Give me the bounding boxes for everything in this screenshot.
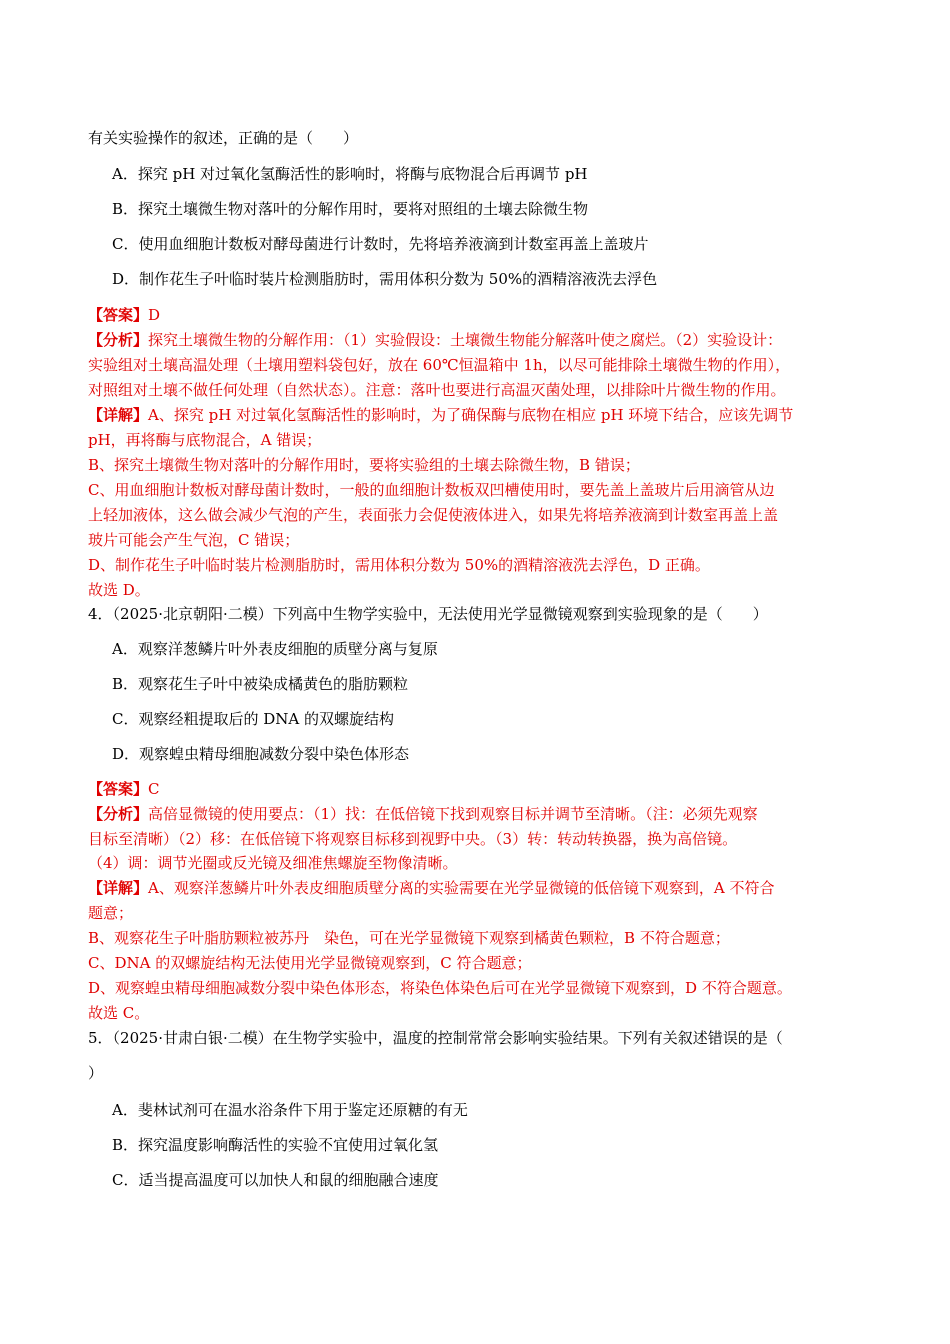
answer-tag: 【答案】 — [88, 306, 149, 324]
analysis-tag: 【分析】 — [88, 805, 149, 823]
analysis-text: 高倍显微镜的使用要点：（1）找：在低倍镜下找到观察目标并调节至清晰。（注：必须先观察 — [148, 805, 758, 823]
q3-detail-line — [88, 405, 793, 425]
q4-analysis-line: （4）调：调节光圈或反光镜及细准焦螺旋至物像清晰。 — [88, 854, 458, 872]
q3-analysis-line: 实验组对土壤高温处理（土壤用塑料袋包好，放在 60℃恒温箱中 1h，以尽可能排除土壤微生物的作用）， — [88, 356, 791, 374]
q5-option-a: A．斐林试剂可在温水浴条件下用于鉴定还原糖的有无 — [112, 1101, 468, 1119]
q3-detail-line: 玻片可能会产生气泡，C 错误； — [88, 531, 300, 549]
q5-option-c: C．适当提高温度可以加快人和鼠的细胞融合速度 — [112, 1171, 439, 1189]
q3-conclusion: 故选 D。 — [88, 581, 150, 599]
q4-option-c: C．观察经粗提取后的 DNA 的双螺旋结构 — [112, 710, 394, 728]
q3-option-a: A．探究 pH 对过氧化氢酶活性的影响时，将酶与底物混合后再调节 pH — [112, 165, 588, 183]
q3-analysis-line — [88, 330, 782, 350]
q3-option-c: C．使用血细胞计数板对酵母菌进行计数时，先将培养液滴到计数室再盖上盖玻片 — [112, 235, 649, 253]
q3-option-b: B．探究土壤微生物对落叶的分解作用时，要将对照组的土壤去除微生物 — [112, 200, 589, 218]
q4-option-a: A．观察洋葱鳞片叶外表皮细胞的质壁分离与复原 — [112, 640, 438, 658]
q5-option-b: B．探究温度影响酶活性的实验不宜使用过氧化氢 — [112, 1136, 439, 1154]
q3-option-d: D．制作花生子叶临时装片检测脂肪时，需用体积分数为 50%的酒精溶液洗去浮色 — [112, 270, 658, 288]
q5-stem-cont: ） — [88, 1064, 104, 1082]
q4-analysis-line: 目标至清晰）（2）移：在低倍镜下将观察目标移到视野中央。（3）转：转动转换器，换为高倍镜。 — [88, 830, 738, 848]
analysis-tag: 【分析】 — [88, 331, 149, 349]
q3-analysis-line: 对照组对土壤不做任何处理（自然状态）。注意：落叶也要进行高温灭菌处理，以排除叶片微生物的作用。 — [88, 381, 786, 399]
q4-detail-line: C、DNA 的双螺旋结构无法使用光学显微镜观察到，C 符合题意； — [88, 954, 532, 972]
q4-detail-line: B、观察花生子叶脂肪颗粒被苏丹 染色，可在光学显微镜下观察到橘黄色颗粒，B 不符合题意； — [88, 929, 730, 947]
q4-answer — [88, 779, 160, 799]
answer-value: C — [148, 780, 160, 798]
q4-option-d: D．观察蝗虫精母细胞减数分裂中染色体形态 — [112, 745, 410, 763]
analysis-text: 探究土壤微生物的分解作用：（1）实验假设：土壤微生物能分解落叶使之腐烂。（2）实验设计： — [148, 331, 783, 349]
q4-detail-line: 题意； — [88, 904, 134, 922]
q5-stem: 5．（2025·甘肃白银·二模）在生物学实验中，温度的控制常常会影响实验结果。下列有关叙述错误的是（ — [88, 1029, 783, 1047]
detail-tag: 【详解】 — [88, 406, 149, 424]
q3-stem: 有关实验操作的叙述，正确的是（ ） — [88, 129, 359, 147]
q4-analysis-line — [88, 804, 758, 824]
q3-detail-line: B、探究土壤微生物对落叶的分解作用时，要将实验组的土壤去除微生物，B 错误； — [88, 456, 640, 474]
q3-answer — [88, 305, 160, 325]
answer-value: D — [148, 306, 161, 324]
detail-text: A、探究 pH 对过氧化氢酶活性的影响时，为了确保酶与底物在相应 pH 环境下结合，应该先调节 — [148, 406, 794, 424]
q4-detail-line: D、观察蝗虫精母细胞减数分裂中染色体形态，将染色体染色后可在光学显微镜下观察到，D 不符合题意。 — [88, 979, 792, 997]
q4-conclusion: 故选 C。 — [88, 1004, 150, 1022]
q4-detail-line — [88, 878, 774, 898]
detail-text: A、观察洋葱鳞片叶外表皮细胞质壁分离的实验需要在光学显微镜的低倍镜下观察到，A 不符合 — [148, 879, 775, 897]
q4-stem: 4．（2025·北京朝阳·二模）下列高中生物学实验中，无法使用光学显微镜观察到实验现象的是（ ） — [88, 605, 768, 623]
q3-detail-line: D、制作花生子叶临时装片检测脂肪时，需用体积分数为 50%的酒精溶液洗去浮色，D 正确。 — [88, 556, 710, 574]
q3-detail-line: 上轻加液体，这么做会减少气泡的产生，表面张力会促使液体进入，如果先将培养液滴到计数室再盖上盖 — [88, 506, 779, 524]
q4-option-b: B．观察花生子叶中被染成橘黄色的脂肪颗粒 — [112, 675, 409, 693]
detail-tag: 【详解】 — [88, 879, 149, 897]
answer-tag: 【答案】 — [88, 780, 149, 798]
q3-detail-line: C、用血细胞计数板对酵母菌计数时，一般的血细胞计数板双凹槽使用时，要先盖上盖玻片后用滴管从边 — [88, 481, 775, 499]
q3-detail-line: pH，再将酶与底物混合，A 错误； — [88, 431, 322, 449]
